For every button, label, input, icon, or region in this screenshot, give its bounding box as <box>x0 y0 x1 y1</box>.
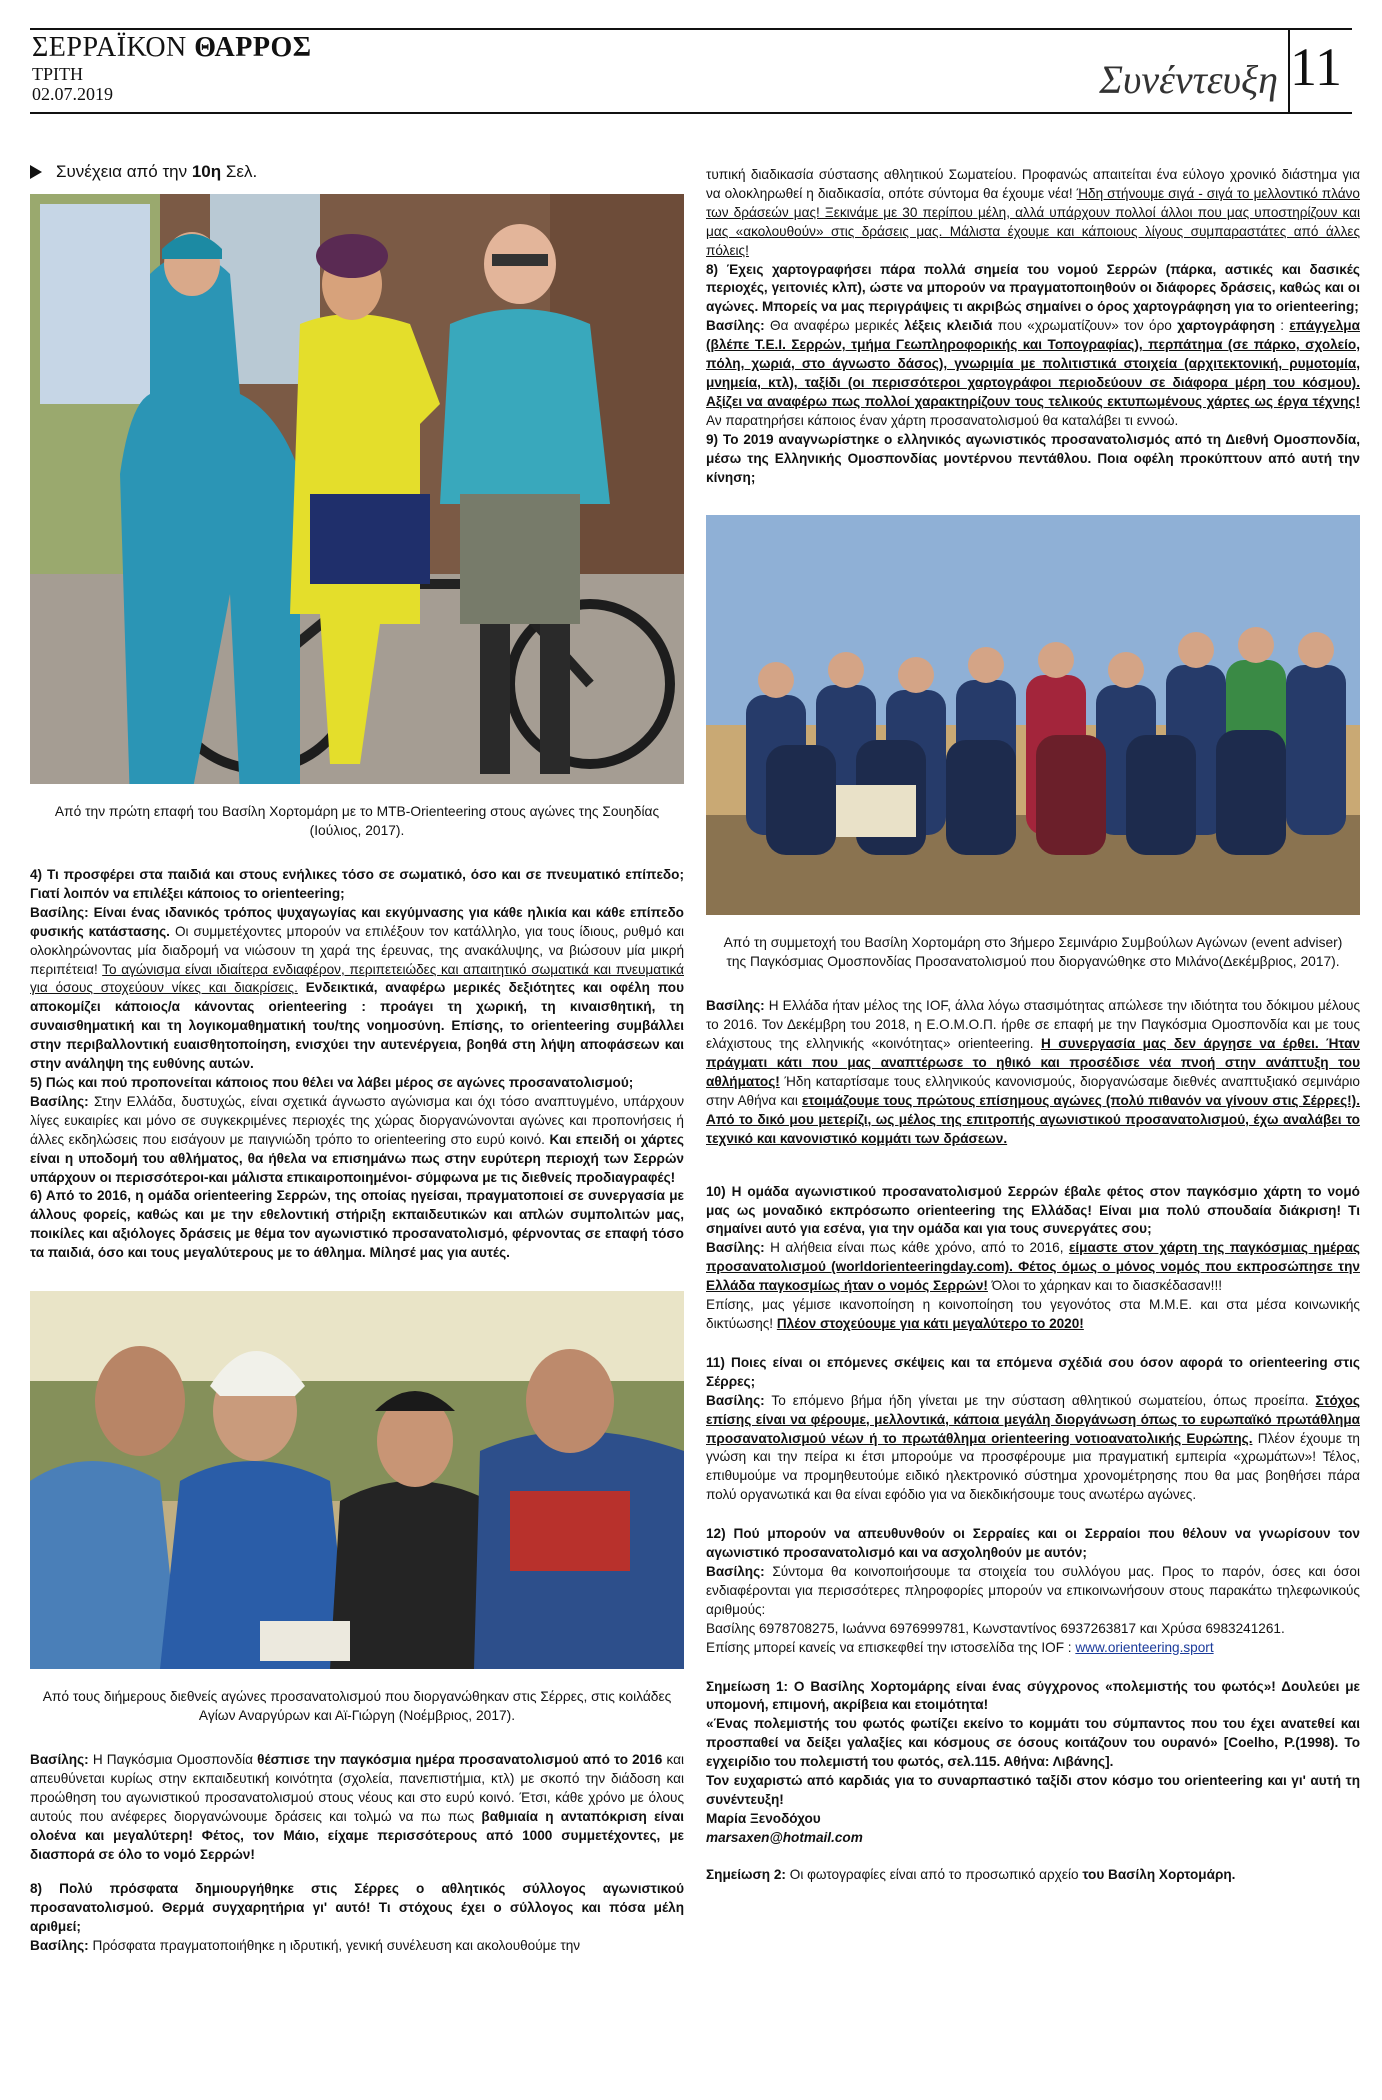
answer-bold-underlined: Πλέον στοχεύουμε για κάτι μεγαλύτερο το 2020! <box>776 1316 1084 1331</box>
answer-text: Αν παρατηρήσει κάποιος έναν χάρτη προσανατολισμού θα καταλάβει τι εννοώ. <box>706 412 1179 428</box>
answer-text: τυπική διαδικασία σύστασης αθλητικού Σωματείου. Προφανώς απαιτείται ένα εύλογο χρονικό διάστημα για να ολοκληρωθεί η διαδικασία, οπότε σύντομα θα έχουμε νέα! <box>706 167 1360 201</box>
page-header <box>30 28 1352 114</box>
speaker-label: Βασίλης: <box>30 904 89 920</box>
answer-text: Οι συμμετέχοντες μπορούν να επιλέξουν τον κατάλληλο, για τους ίδιους, ρυθμό και ολοκληρώνοντας μία διαδρομή να νιώσουν τη χαρά της έρευνας, της ανακάλυψης, να βιώσουν μία μικρή περιπέτεια! <box>30 923 684 977</box>
question-8 <box>706 261 1360 431</box>
answer-bold-underlined: Η συνεργασία μας δεν άργησε να έρθει. Ήταν πράγματι κάτι που μας αναπτέρωσε το ηθικό και προσέδισε νέα πνοή στην ανάπτυξη του αθλήματος! <box>706 1036 1360 1090</box>
answer-bold: θέσπισε την παγκόσμια ημέρα προσανατολισμού από το 2016 <box>257 1752 663 1768</box>
answer-text: Ήδη καταρτίσαμε τους ελληνικούς κανονισμούς, διοργανώσαμε διεθνές αναπτυξιακό σεμινάριο στην Αθήνα και <box>706 1074 1360 1108</box>
question-11 <box>706 1354 1360 1505</box>
issue-day: ΤΡΙΤΗ <box>32 64 83 84</box>
note-label: Σημείωση 2: <box>706 1866 786 1882</box>
answer-text: Το επόμενο βήμα ήδη γίνεται με την σύσταση αθλητικού σωματείου, όπως προείπα. <box>764 1392 1316 1408</box>
continuation-page: 10η <box>191 162 222 181</box>
speaker-label: Βασίλης: <box>30 1938 89 1954</box>
answer-text: : <box>1274 318 1290 334</box>
question-6 <box>30 1187 684 1263</box>
answer-text: Επίσης μπορεί κανείς να επισκεφθεί την ιστοσελίδα της IOF : <box>706 1639 1076 1655</box>
answer-bold-underlined: επάγγελμα (βλέπε Τ.Ε.Ι. Σερρών, τμήμα Γεωπληροφορικής και Τοπογραφίας), περπάτημα (σε πάρκο, σχολείο, πόλη, χωριά, στο άγνωστο δάσος), γνωριμία με πολιτιστικά στοιχεία (αρχιτεκτονική, ρυμοτομία, μνημεία, κτλ), ταξίδι (οι περισσότεροι χαρτογράφοι περιοδεύουν σε διάφορα μέρη του κόσμου). Αξίζει να αναφέρω πως πολλοί χαρακτηρίζουν τους τελικούς εκτυπωμένους χάρτες ως έργα τέχνης! <box>706 318 1360 409</box>
answer-text: Η Παγκόσμια Ομοσπονδία <box>88 1752 258 1768</box>
answer-text: Πλέον έχουμε τη γνώση και την πείρα κι έτσι μπορούμε να προσφέρουμε μια πραγματική εμπειρία «χρωμάτων»! Τέλος, επιθυμούμε να προμηθευτούμε ειδικό ηλεκτρονικό σύστημα χρονομέτρησης που θα μας βοηθήσει πάρα πολύ οργανωτικά και θα είναι εφόδιο για να διεκδικήσουμε τους ανωτέρω αγώνες. <box>706 1430 1360 1503</box>
photo-caption: Από την πρώτη επαφή του Βασίλη Χορτομάρη με το MTB-Orienteering στους αγώνες της Σουηδίας (Ιούλιος, 2017). <box>54 804 660 838</box>
right-column <box>706 166 1360 1885</box>
continuation-text: Συνέχεια από την <box>56 162 192 181</box>
photo-caption: Από τη συμμετοχή του Βασίλη Χορτομάρη στο 3ήμερο Σεμινάριο Συμβούλων Αγώνων (event adviser) της Παγκόσμιας Ομοσπονδίας Προσανατολισμού που διοργανώθηκε στο Μιλάνο(Δεκέμβριος, 2017). <box>723 935 1343 970</box>
spacer <box>706 1505 1360 1525</box>
answer-bold-underlined: ετοιμάζουμε τους πρώτους επίσημους αγώνες (πολύ πιθανόν να γίνουν στις Σέρρες!). Από το δικό μου μετερίζι, ως μέλος της επιτροπής αγωνιστικού προσανατολισμού, έχω αναλάβει το τεχνικό και κανονιστικό κομμάτι των δράσεων. <box>706 1092 1360 1146</box>
speaker-label: Βασίλης: <box>706 1392 765 1408</box>
answer-bold: Και επειδή οι χάρτες είναι η υποδομή του αθλήματος, θα ήθελα να επισημάνω πως στην ευρύτερη περιοχή των Σερρών υπάρχουν οι περισσότεροι-και μάλιστα επικαιροποιημένοι- σύμφωνα με τις διεθνείς προδιαγραφές! <box>30 1131 684 1185</box>
masthead-name-b: ΘΑΡΡΟΣ <box>194 32 312 63</box>
left-column <box>30 122 684 1956</box>
phone-numbers: Βασίλης 6978708275, Ιωάννα 6976999781, Κωνσταντίνος 6937263817 και Χρύσα 6983241261. <box>706 1620 1285 1636</box>
question-8-club <box>30 1880 684 1956</box>
question-text: 9) Το 2019 αναγνωρίστηκε ο ελληνικός αγωνιστικός προσανατολισμός από τη Διεθνή Ομοσπονδία, μέσω της Ελληνικής Ομοσπονδίας μοντέρνου πεντάθλου. Ποια οφέλη προκύπτουν από αυτή την κίνηση; <box>706 431 1360 485</box>
photo-bike-team <box>30 194 684 784</box>
question-text: 8) Έχεις χαρτογραφήσει πάρα πολλά σημεία του νομού Σερρών (πάρκα, αστικές και δασικές περιοχές, γειτονιές κλπ), ώστε να μπορούν να πραγματοποιηθούν οι διάφορες δράσεις, καθώς και οι αγώνες. Μπορείς να μας περιγράψεις τι ακριβώς σημαίνει ο όρος χαρτογράφηση για το orienteering; <box>706 261 1360 315</box>
answer-9 <box>706 997 1360 1148</box>
photo-forest-event <box>30 1291 684 1669</box>
page-number: 11 <box>1290 37 1342 97</box>
continuation-suffix: Σελ. <box>221 162 258 181</box>
answer-bold-underlined: Στόχος επίσης είναι να φέρουμε, μελλοντικά, κάποια μεγάλη διοργάνωση όπως το ευρωπαϊκό πρωτάθλημα προσανατολισμού νέων ή το πρωτάθλημα orienteering νοτιοανατολικής Ευρώπης. <box>706 1392 1360 1446</box>
speaker-label: Βασίλης: <box>30 1752 89 1768</box>
note-bold: του Βασίλη Χορτομάρη. <box>1082 1866 1236 1882</box>
question-5 <box>30 1074 684 1187</box>
answer-text: Όλοι το χάρηκαν και το διασκέδασαν!!! <box>987 1278 1222 1294</box>
answer-text: Σύντομα θα κοινοποιήσουμε τα στοιχεία του συλλόγου μας. Προς το παρόν, όσες και όσοι ενδιαφέρονται για περισσότερες πληροφορίες μπορούν να επικοινωνήσουν στους παρακάτω τηλεφωνικούς αριθμούς: <box>706 1563 1360 1617</box>
spacer <box>706 1658 1360 1678</box>
quote-text: «Ένας πολεμιστής του φωτός φωτίζει εκείνο το κομμάτι του σύμπαντος που του έχει ανατεθεί και προσπαθεί να δείξει γαλαξίες και κόσμους σε όσους κοιτάζουν του ουρανό» [Coelho, P.(1998). Το εγχειρίδιο του πολεμιστή του φωτός, σελ.115. Αθήνα: Λιβάνης]. <box>706 1716 1360 1770</box>
answer-text: Η αλήθεια είναι πως κάθε χρόνο, από το 2016, <box>764 1240 1069 1256</box>
author-name: Μαρία Ξενοδόχου <box>706 1810 821 1826</box>
answer-text: Θα αναφέρω μερικές <box>764 318 905 334</box>
continuation-note <box>30 162 684 182</box>
answer-text: Πρόσφατα πραγματοποιήθηκε η ιδρυτική, γενική συνέλευση και ακολουθούμε την <box>88 1938 581 1954</box>
question-9 <box>706 431 1360 488</box>
question-12 <box>706 1525 1360 1657</box>
spacer <box>30 1864 684 1880</box>
note-text: Σημείωση 1: Ο Βασίλης Χορτομάρης είναι ένας σύγχρονος «πολεμιστής του φωτός»! Δουλεύει με υπομονή, επιμονή, ακρίβεια και ετοιμότητα! <box>706 1678 1360 1713</box>
question-text: 5) Πώς και πού προπονείται κάποιος που θέλει να λάβει μέρος σε αγώνες προσανατολισμού; <box>30 1074 634 1090</box>
note-text: Οι φωτογραφίες είναι από το προσωπικό αρχείο <box>785 1866 1083 1882</box>
spacer <box>706 1334 1360 1354</box>
answer-underlined: Ήδη στήνουμε σιγά - σιγά το μελλοντικό πλάνο των δράσεών μας! Ξεκινάμε με 30 περίπου μέλη, αλλά υπάρχουν πολλοί άλλοι που μας υποστηρίζουν και μας «ακολουθούν» στις δράσεις μας. Μάλιστα έχουμε και κάποιους λίγους συμπαραστάτες από άλλες πόλεις! <box>706 185 1360 258</box>
author-email: marsaxen@hotmail.com <box>706 1829 863 1845</box>
speaker-label: Βασίλης: <box>706 998 765 1014</box>
question-10 <box>706 1183 1360 1334</box>
spacer <box>706 1848 1360 1866</box>
masthead <box>32 32 312 64</box>
answer-bold: Είναι ένας ιδανικός τρόπος ψυχαγωγίας και εκγύμνασης για κάθε ηλικία και κάθε επίπεδο φυσικής κατάστασης. <box>30 904 684 939</box>
question-text: 4) Τι προσφέρει στα παιδιά και στους ενήλικες τόσο σε σωματικό, όσο και σε πνευματικό επίπεδο; Γιατί λοιπόν να επιλέξει κάποιος το orienteering; <box>30 867 684 901</box>
photo-seminar-group-illustration <box>706 515 1360 915</box>
speaker-label: Βασίλης: <box>30 1093 89 1109</box>
iof-website-link[interactable]: www.orienteering.sport <box>1075 1639 1214 1655</box>
answer-bold: χαρτογράφηση <box>1177 318 1275 334</box>
question-text: 12) Πού μπορούν να απευθυνθούν οι Σερραίες και οι Σερραίοι που θέλουν να γνωρίσουν τον αγωνιστικό προσανατολισμό και να ασχοληθούν με αυτόν; <box>706 1526 1360 1561</box>
note-1 <box>706 1678 1360 1848</box>
speaker-label: Βασίλης: <box>706 318 765 334</box>
photo-bike-team-illustration <box>30 194 684 784</box>
answer-bold: λέξεις κλειδιά <box>904 318 993 334</box>
answer-underlined: Το αγώνισμα είναι ιδιαίτερα ενδιαφέρον, περιπετειώδες και απαιτητικό σωματικά και πνευματικά για όσους στοχεύουν νίκες και διακρίσεις. <box>30 961 684 996</box>
question-4 <box>30 866 684 1074</box>
photo-seminar-group <box>706 515 1360 915</box>
answer-text: και απευθύνεται κυρίως στην εκπαιδευτική κοινότητα (σχολεία, πανεπιστήμια, κτλ) με σκοπό την διάδοση και προώθηση του αγωνιστικού προσανατολισμού στους νέους και στο ευρύ κοινό. Έτσι, κάθε χρόνο με όλους αυτούς που ανέφερες διοργανώνουμε δράσεις και τολμώ να πω πως <box>30 1752 684 1824</box>
answer-text: Η Ελλάδα ήταν μέλος της IOF, άλλα λόγω στασιμότητας απώλεσε την ιδιότητα του δόκιμου μέλους το 2016. Τον Δεκέμβρη του 2018, η Ε.Ο.Μ.Ο.Π. ήρθε σε επαφή με την Παγκόσμια Ομοσπονδία και με τους ελάχιστους της ελληνικής «κοινότητας» orienteering. <box>706 998 1360 1052</box>
answer-6 <box>30 1751 684 1864</box>
note-2 <box>706 1866 1360 1885</box>
section-title: Συνέντευξη <box>1099 57 1278 102</box>
speaker-label: Βασίλης: <box>706 1563 765 1579</box>
photo-forest-event-illustration <box>30 1291 684 1669</box>
answer-text: Στην Ελλάδα, δυστυχώς, είναι σχετικά άγνωστο αγώνισμα και όχι τόσο αναπτυγμένο, υπάρχουν λίγες ευκαιρίες και μόνο σε συγκεκριμένες περιοχές της χώρας διοργανώνονται αγώνες και προπονήσεις ή άλλες εκδηλώσεις που εισάγουν με παιγνιώδη τρόπο το orienteering στο ευρύ κοινό. <box>30 1093 684 1147</box>
answer-bold: Ενδεικτικά, αναφέρω μερικές δεξιότητες και οφέλη που αποκομίζει κάποιος/α κάνοντας orienteering : προάγει τη χωρική, τη κιναισθητική, τη συναισθηματική και τη λογικομαθηματική του/της νοημοσύνη. Επίσης, το orienteering συμβάλλει στην περιβαλλοντική ευαισθητοποίηση, ενισχύει την αυτενέργεια, βοηθά στη λήψη αποφάσεων και στην ανάληψη της ευθύνης αυτών. <box>30 980 684 1072</box>
thanks-text: Τον ευχαριστώ από καρδιάς για το συναρπαστικό ταξίδι στον κόσμο του orienteering και γι' αυτή τη συνέντευξη! <box>706 1773 1360 1807</box>
spacer <box>706 1149 1360 1183</box>
speaker-label: Βασίλης: <box>706 1240 765 1256</box>
answer-text: Επίσης, μας γέμισε ικανοποίηση η κοινοποίηση του γεγονότος στα Μ.Μ.Ε. και στα μέσα κοινωνικής δικτύωσης! <box>706 1297 1360 1331</box>
answer-7-continued <box>706 166 1360 261</box>
answer-text: που «χρωματίζουν» τον όρο <box>992 318 1178 334</box>
masthead-name-a: ΣΕΡΡΑΪΚΟΝ <box>32 32 187 63</box>
play-arrow-icon <box>30 165 42 179</box>
question-text: 10) Η ομάδα αγωνιστικού προσανατολισμού Σερρών έβαλε φέτος στον παγκόσμιο χάρτη το νομό μας ως μοναδικό εκπρόσωπο orienteering της Ελλάδας! Είναι μια πολύ σπουδαία διάκριση! Τι σημαίνει αυτό για εσένα, για την ομάδα και για τους συνεργάτες σου; <box>706 1183 1360 1237</box>
photo-caption: Από τους διήμερους διεθνείς αγώνες προσανατολισμού που διοργανώθηκαν στις Σέρρες, στις κοιλάδες Αγίων Αναργύρων και Αϊ-Γιώργη (Νοέμβριος, 2017). <box>42 1689 672 1724</box>
answer-bold: βαθμιαία η ανταπόκριση είναι ολοένα και μεγαλύτερη! Φέτος, τον Μάιο, είχαμε περισσότερους από 1000 συμμετέχοντες, με διασπορά σε όλο το νομό Σερρών! <box>30 1808 685 1862</box>
issue-date: 02.07.2019 <box>32 84 113 104</box>
question-text: 6) Από το 2016, η ομάδα orienteering Σερρών, της οποίας ηγείσαι, πραγματοποιεί σε συνεργασία με άλλους φορείς, καθώς και με την εθελοντική στήριξη εκπαιδευτικών και απλών συμπολιτών μας, ποικίλες και αξιόλογες δράσεις με θέμα τον αγωνιστικό προσανατολισμό, φέρνοντας σε επαφή τόσο τα παιδιά, όσο και τους μεγαλύτερους με το άθλημα. Μίλησέ μας για αυτές. <box>30 1188 684 1261</box>
question-text: 8) Πολύ πρόσφατα δημιουργήθηκε στις Σέρρες ο αθλητικός σύλλογος αγωνιστικού προσανατολισμού. Θερμά συγχαρητήρια γι' αυτό! Τι στόχους έχει ο σύλλογος και πόσα μέλη αριθμεί; <box>30 1881 684 1935</box>
answer-bold-underlined: είμαστε στον χάρτη της παγκόσμιας ημέρας προσανατολισμού (worldorienteeringday.com). Φέτος όμως ο μόνος νομός που εκπροσώπησε την Ελλάδα παγκοσμίως ήταν ο νομός Σερρών! <box>706 1240 1360 1294</box>
question-text: 11) Ποιες είναι οι επόμενες σκέψεις και τα επόμενα σχέδιά σου όσον αφορά το orienteering στις Σέρρες; <box>706 1354 1360 1389</box>
